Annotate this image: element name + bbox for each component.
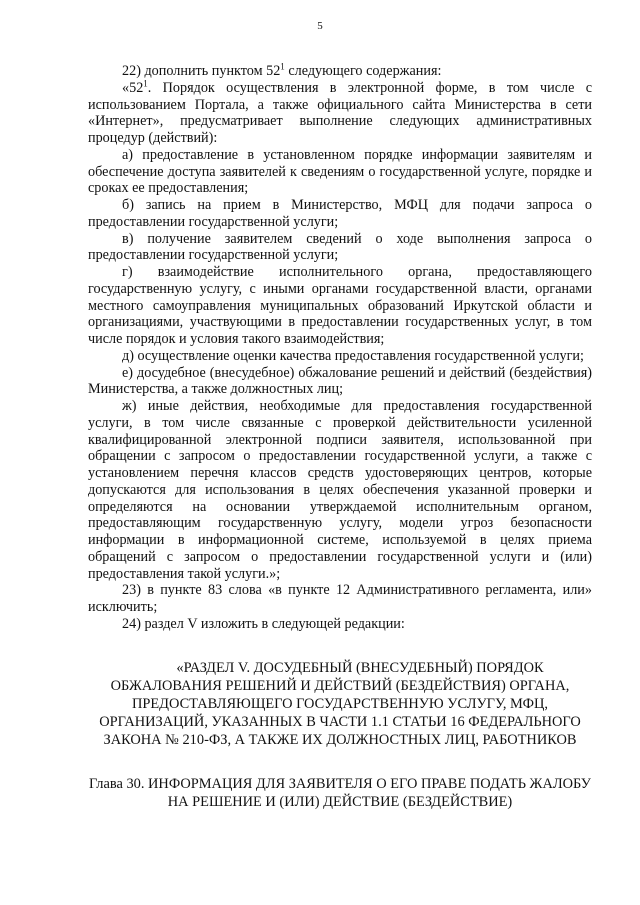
paragraph-52-1: «$52^1$. Порядок осуществления в электронной форме, в том числе с использованием Портала, а также официального сайта Министерства в сети «Интернет», предусматривает выполнение следующих административных процедур (действий): xyxy=(88,78,592,146)
paragraph-22: 22) дополнить пунктом $52^1$ следующего содержания: xyxy=(122,61,442,79)
section-heading: «РАЗДЕЛ V. ДОСУДЕБНЫЙ (ВНЕСУДЕБНЫЙ) ПОРЯДОК ОБЖАЛОВАНИЯ РЕШЕНИЙ И ДЕЙСТВИЙ (БЕЗДЕЙСТВИЯ) ОРГАНА, ПРЕДОСТАВЛЯЮЩЕГО ГОСУДАРСТВЕННУЮ УСЛУГУ, МФЦ, ОРГАНИЗАЦИЙ, УКАЗАННЫХ В ЧАСТИ 1.1 СТАТЬИ 16 ФЕДЕРАЛЬНОГО ЗАКОНА № 210-ФЗ, А ТАКЖЕ ИХ ДОЛЖНОСТНЫХ ЛИЦ, РАБОТНИКОВ xyxy=(99,659,581,748)
list-item-e: е) досудебное (внесудебное) обжалование решений и действий (бездействия) Министерства, а также должностных лиц; xyxy=(88,364,592,398)
document-body xyxy=(88,63,592,811)
paragraph-23: 23) в пункте 83 слова «в пункте 12 Административного регламента, или» исключить; xyxy=(88,582,592,615)
list-item-b: б) запись на прием в Министерство, МФЦ для подачи запроса о предоставлении государственной услуги; xyxy=(88,197,592,230)
list-item-d: д) осуществление оценки качества предоставления государственной услуги; xyxy=(122,347,584,364)
list-item-g: г) взаимодействие исполнительного органа, предоставляющего государственную услугу, с иными органами государственной власти, органами местного самоуправления муниципальных образований Иркутской области и организациями, участвующими в предоставлении государственных услуг, в том числе порядок и условия такого взаимодействия; xyxy=(88,264,592,347)
chapter-heading: Глава 30. ИНФОРМАЦИЯ ДЛЯ ЗАЯВИТЕЛЯ О ЕГО ПРАВЕ ПОДАТЬ ЖАЛОБУ НА РЕШЕНИЕ И (ИЛИ) ДЕЙСТВИЕ (БЕЗДЕЙСТВИЕ) xyxy=(89,775,591,810)
list-item-v: в) получение заявителем сведений о ходе выполнения запроса о предоставлении государственной услуги; xyxy=(88,230,592,264)
list-item-a: а) предоставление в установленном порядке информации заявителям и обеспечение доступа заявителей к сведениям о государственной услуге, порядке и сроках ее предоставления; xyxy=(88,146,592,197)
paragraph-24: 24) раздел V изложить в следующей редакции: xyxy=(122,615,405,632)
page-number: 5 xyxy=(317,20,323,32)
list-item-zh: ж) иные действия, необходимые для предоставления государственной услуги, в том числе связанные с проверкой действительности усиленной квалифицированной электронной подписи заявителя, использованной при обращении с запросом о предоставлении государственной услуги, а также с установлением перечня классов средств удостоверяющих центров, которые допускаются для использования в целях обеспечения указанной проверки и определяются на основании утверждаемой исполнительным органом, предоставляющим государственную услугу, модели угроз безопасности информации в информационной системе, используемой в целях приема обращений с запросом о предоставлении государственной услуги и (или) предоставления такой услуги.»; xyxy=(88,398,592,582)
